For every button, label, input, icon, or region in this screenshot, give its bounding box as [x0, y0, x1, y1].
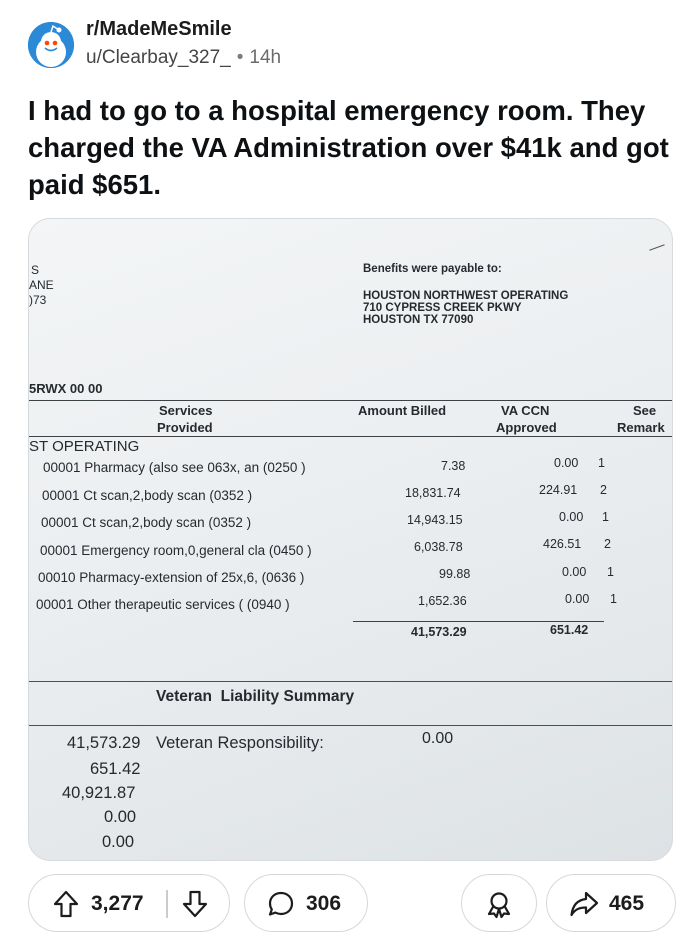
payee-line-2: 710 CYPRESS CREEK PKWY — [363, 302, 522, 314]
header-top-rule — [29, 400, 672, 401]
summary-value: 651.42 — [90, 760, 141, 778]
award-button[interactable] — [461, 874, 537, 932]
section-label: ST OPERATING — [29, 438, 140, 455]
col-services-1: Services — [159, 403, 213, 418]
row-approved: 0.00 — [559, 510, 584, 524]
snoo-icon — [28, 22, 74, 68]
vote-pill — [28, 874, 230, 932]
row-desc: 00001 Other therapeutic services ( (0940 ) — [36, 597, 290, 612]
row-desc: 00001 Ct scan,2,body scan (0352 ) — [42, 488, 253, 503]
total-rule — [353, 621, 604, 622]
author-name[interactable]: u/Clearbay_327_ — [86, 47, 231, 68]
award-icon — [484, 889, 514, 919]
post-header — [28, 16, 668, 76]
summary-total: 41,573.29 — [67, 734, 141, 752]
col-remark-1: See — [633, 403, 657, 418]
upvote-count: 3,277 — [91, 892, 144, 915]
row-desc: 00001 Emergency room,0,general cla (0450 ) — [40, 543, 312, 558]
row-desc: 00001 Pharmacy (also see 063x, an (0250 ) — [43, 460, 306, 475]
post-actions — [28, 874, 678, 936]
share-button[interactable] — [546, 874, 676, 932]
row-approved: 0.00 — [565, 592, 590, 606]
upvote-icon[interactable] — [53, 890, 79, 918]
vote-divider — [166, 890, 168, 918]
summary-top-rule — [29, 681, 672, 682]
summary-value: 40,921.87 — [62, 784, 136, 802]
row-approved: 426.51 — [543, 537, 582, 551]
row-approved: 0.00 — [562, 565, 587, 579]
row-remark: 1 — [607, 565, 614, 579]
total-billed: 41,573.29 — [411, 625, 467, 639]
row-desc: 00010 Pharmacy-extension of 25x,6, (0636 ) — [38, 570, 305, 585]
share-icon — [569, 890, 599, 918]
row-remark: 1 — [602, 510, 609, 524]
row-billed: 14,943.15 — [407, 513, 463, 527]
col-approved-1: VA CCN — [501, 403, 550, 418]
downvote-icon[interactable] — [182, 890, 208, 918]
row-remark: 1 — [610, 592, 617, 606]
summary-value: 0.00 — [102, 833, 135, 851]
row-billed: 1,652.36 — [418, 594, 467, 608]
row-billed: 6,038.78 — [414, 540, 463, 554]
row-remark: 2 — [604, 537, 611, 551]
col-services-2: Provided — [157, 420, 213, 435]
row-billed: 18,831.74 — [405, 486, 461, 500]
left-fragment-2: ANE — [29, 278, 54, 292]
col-approved-2: Approved — [496, 420, 557, 435]
col-billed: Amount Billed — [358, 403, 447, 418]
row-approved: 0.00 — [554, 456, 579, 470]
comments-button[interactable] — [244, 874, 368, 932]
post-title[interactable]: I had to go to a hospital emergency room. They charged the VA Administration over $41k and got paid $651. — [28, 95, 669, 200]
share-count: 465 — [609, 892, 645, 915]
summary-title: Veteran Liability Summary — [156, 688, 355, 705]
left-fragment-3: )73 — [29, 293, 47, 307]
summary-responsibility: 0.00 — [422, 730, 454, 747]
header-bottom-rule — [29, 436, 672, 437]
comment-count: 306 — [306, 892, 342, 915]
row-billed: 7.38 — [441, 459, 466, 473]
summary-label: Veteran Responsibility: — [156, 734, 324, 752]
row-desc: 00001 Ct scan,2,body scan (0352 ) — [41, 515, 252, 530]
row-billed: 99.88 — [439, 567, 471, 581]
post-image[interactable] — [28, 218, 673, 861]
scan-mark — [649, 244, 664, 250]
subreddit-avatar[interactable] — [28, 22, 74, 68]
row-remark: 2 — [600, 483, 607, 497]
row-approved: 224.91 — [539, 483, 578, 497]
row-remark: 1 — [598, 456, 605, 470]
payee-line-1: HOUSTON NORTHWEST OPERATING — [363, 290, 569, 302]
summary-value: 0.00 — [104, 808, 137, 826]
post-meta — [86, 47, 281, 69]
left-fragment-1: S — [31, 263, 40, 277]
reference-code: 5RWX 00 00 — [29, 381, 103, 396]
meta-separator: • — [236, 47, 244, 68]
post-age: 14h — [249, 47, 282, 68]
col-remark-2: Remark — [617, 420, 665, 435]
payee-line-3: HOUSTON TX 77090 — [363, 314, 474, 326]
subreddit-name[interactable]: r/MadeMeSmile — [86, 18, 232, 40]
summary-bottom-rule — [29, 725, 672, 726]
comment-icon — [267, 890, 295, 918]
benefits-label: Benefits were payable to: — [363, 263, 502, 275]
total-approved: 651.42 — [550, 623, 589, 637]
